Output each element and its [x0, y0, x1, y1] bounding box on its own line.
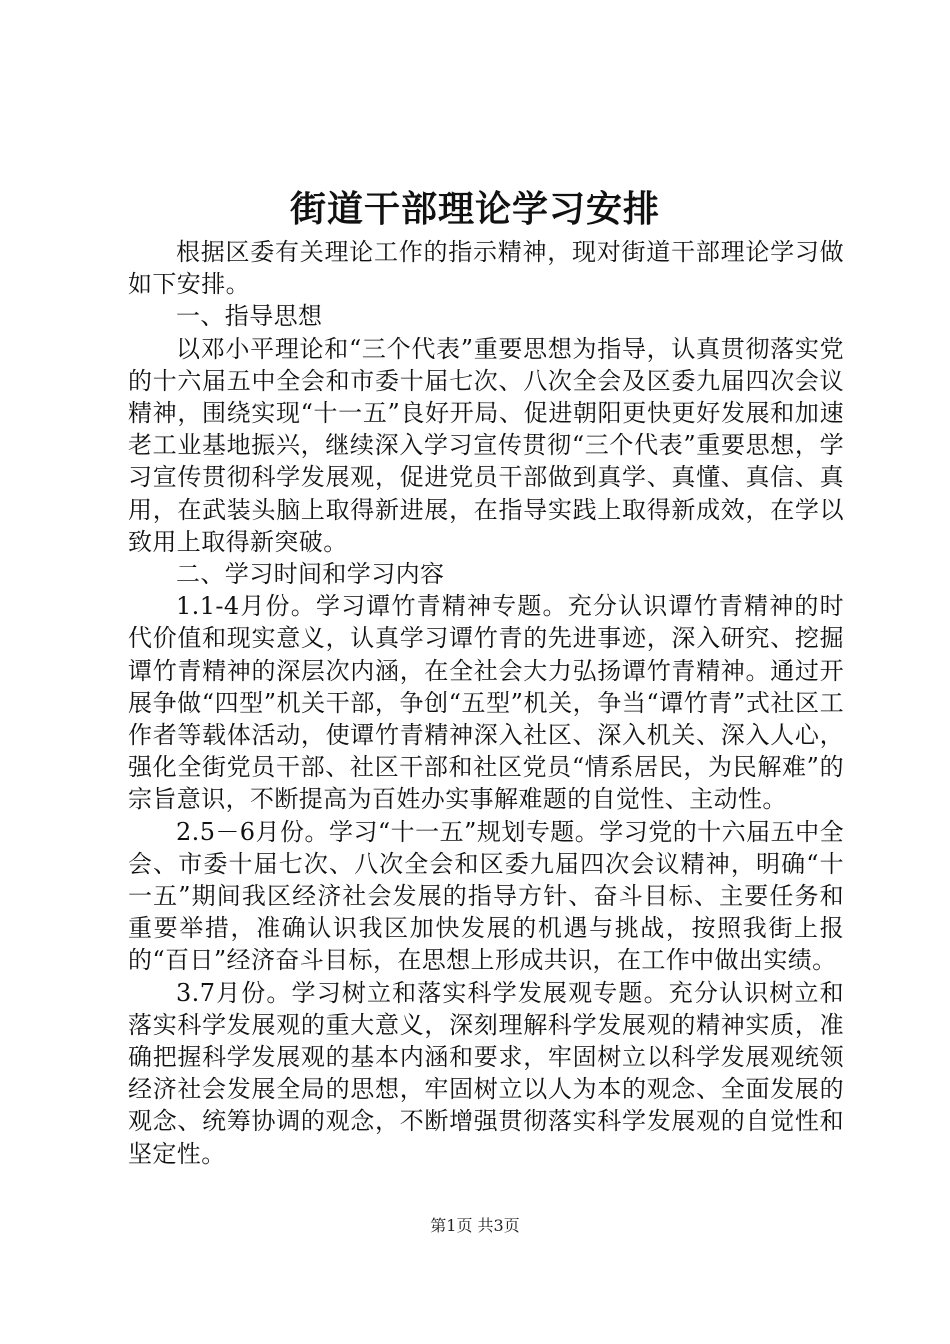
intro-paragraph: 根据区委有关理论工作的指示精神，现对街道干部理论学习做如下安排。 — [128, 238, 844, 299]
schedule-item-2: 2.5－6月份。学习“十一五”规划专题。学习党的十六届五中全会、市委十届七次、八次全会和区委九届四次会议精神，明确“十一五”期间我区经济社会发展的指导方针、奋斗目标、主要任务和重要举措，准确认识我区加快发展的机遇与挑战，按照我街上报的“百日”经济奋斗目标，在思想上形成共识，在工作中做出实绩。 — [128, 817, 844, 975]
guiding-ideology-paragraph: 以邓小平理论和“三个代表”重要思想为指导，认真贯彻落实党的十六届五中全会和市委十届七次、八次全会及区委九届四次会议精神，围绕实现“十一五”良好开局、促进朝阳更快更好发展和加速老工业基地振兴，继续深入学习宣传贯彻“三个代表”重要思想，学习宣传贯彻科学发展观，促进党员干部做到真学、真懂、真信、真用，在武装头脑上取得新进展，在指导实践上取得新成效，在学以致用上取得新突破。 — [128, 334, 844, 556]
section-heading-schedule-content: 二、学习时间和学习内容 — [176, 560, 445, 589]
page-number-footer: 第1页 共3页 — [430, 1216, 520, 1235]
schedule-item-3: 3.7月份。学习树立和落实科学发展观专题。充分认识树立和落实科学发展观的重大意义，深刻理解科学发展观的精神实质，准确把握科学发展观的基本内涵和要求，牢固树立以科学发展观统领经济社会发展全局的思想，牢固树立以人为本的观念、全面发展的观念、统筹协调的观念，不断增强贯彻落实科学发展观的自觉性和坚定性。 — [128, 978, 844, 1168]
document-body — [128, 236, 844, 1170]
section-heading-guiding-ideology: 一、指导思想 — [176, 302, 323, 331]
schedule-item-1: 1.1-4月份。学习谭竹青精神专题。充分认识谭竹青精神的时代价值和现实意义，认真学习谭竹青的先进事迹，深入研究、挖掘谭竹青精神的深层次内涵，在全社会大力弘扬谭竹青精神。通过开展争做“四型”机关干部，争创“五型”机关，争当“谭竹青”式社区工作者等载体活动，使谭竹青精神深入社区、深入机关、深入人心，强化全街党员干部、社区干部和社区党员“情系居民，为民解难”的宗旨意识，不断提高为百姓办实事解难题的自觉性、主动性。 — [128, 592, 844, 814]
document-title: 街道干部理论学习安排 — [289, 188, 660, 230]
